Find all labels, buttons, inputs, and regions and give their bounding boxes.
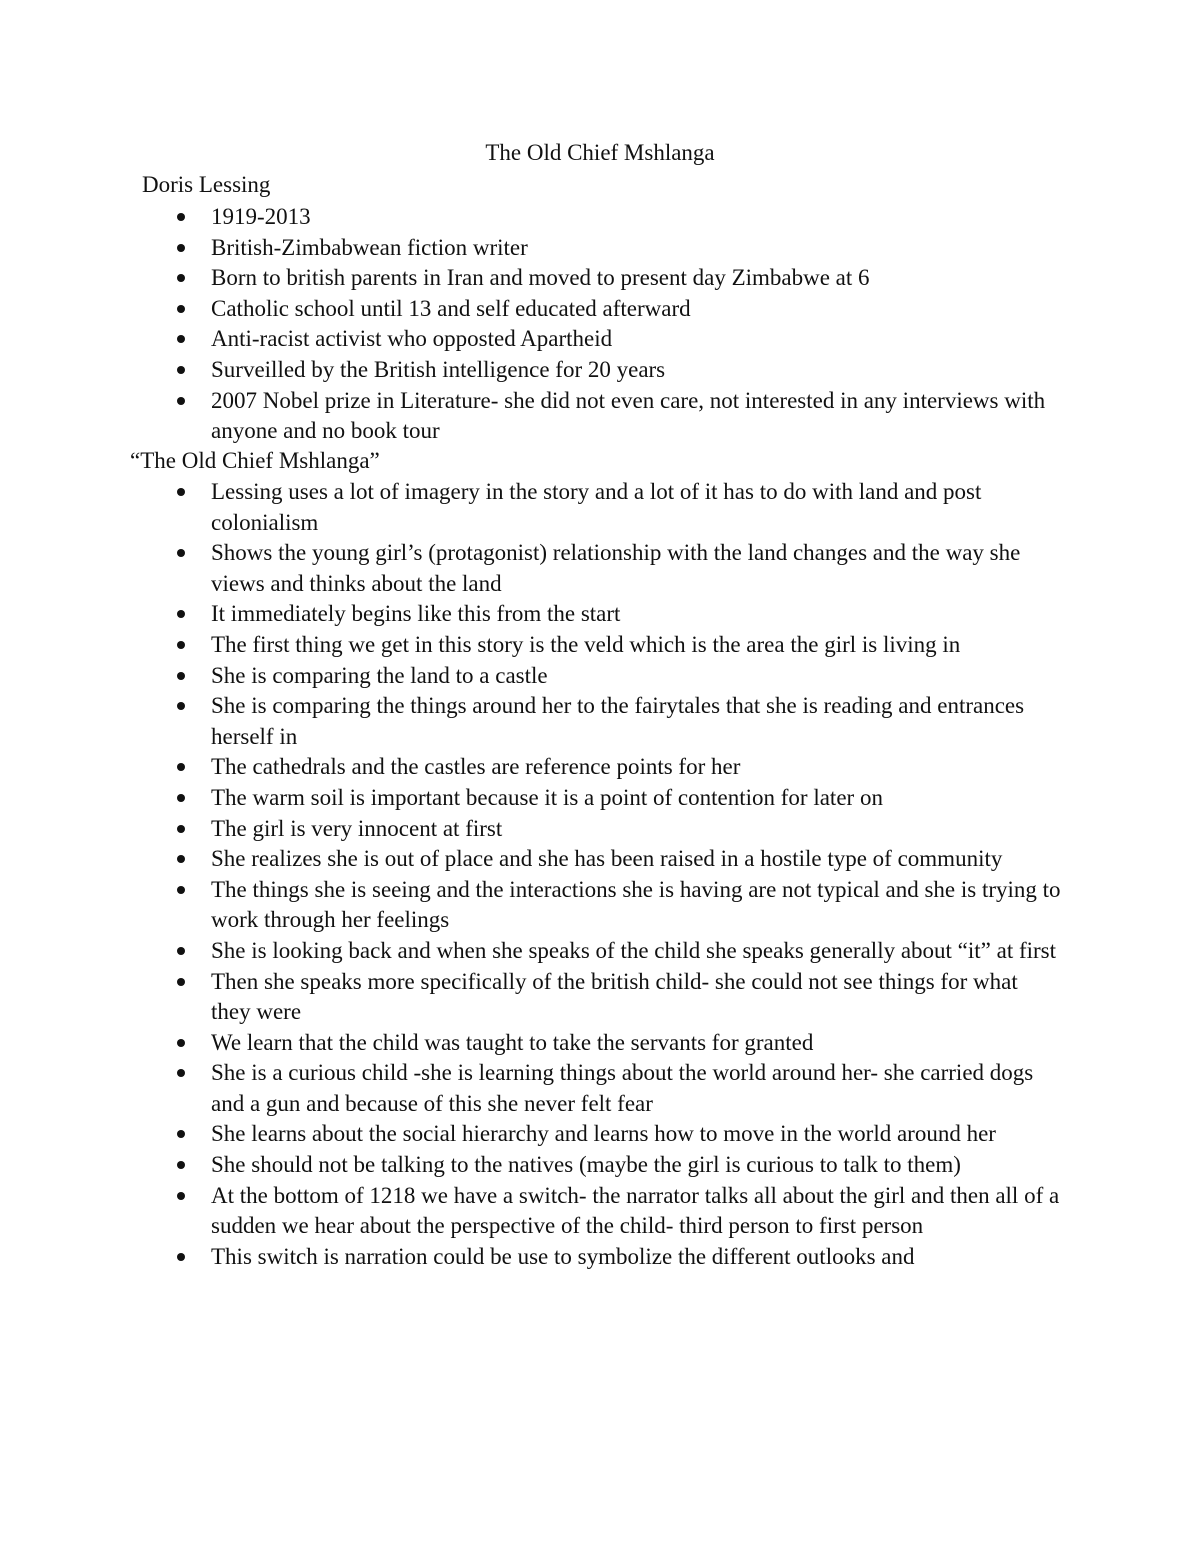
bullet-dot-icon — [177, 213, 185, 221]
bullet-dot-icon — [177, 610, 185, 618]
bullet-dot-icon — [177, 641, 185, 649]
bullet-item — [0, 1150, 1061, 1181]
bullet-item — [0, 1028, 1061, 1059]
bullet-item — [0, 599, 1061, 630]
bullet-item — [0, 1119, 1061, 1150]
bullet-text: She is comparing the things around her to the fairytales that she is reading and entrances herself in — [211, 693, 1025, 749]
bullet-item — [0, 324, 1061, 355]
bullet-dot-icon — [177, 397, 185, 405]
bullet-item — [0, 202, 1061, 233]
section-heading-author: Doris Lessing — [142, 172, 271, 197]
bullet-item — [0, 844, 1061, 875]
bullet-dot-icon — [177, 244, 185, 252]
bullet-item — [0, 386, 1061, 447]
bullet-text: She is a curious child -she is learning things about the world around her- she carried dogs and a gun and because of this she never felt fear — [211, 1060, 1034, 1116]
bullet-item — [0, 1058, 1061, 1119]
bullet-dot-icon — [177, 1253, 185, 1261]
bullet-item — [0, 538, 1061, 599]
bullet-item — [0, 233, 1061, 264]
bullet-text: At the bottom of 1218 we have a switch- the narrator talks all about the girl and then all of a sudden we hear about the perspective of the child- third person to first person — [211, 1182, 1060, 1239]
section-heading-story: “The Old Chief Mshlanga” — [130, 448, 380, 473]
story-bullet-list — [0, 477, 1061, 1272]
bullet-dot-icon — [177, 1161, 185, 1169]
bullet-item — [0, 477, 1061, 538]
bullet-item — [0, 752, 1061, 783]
bullet-dot-icon — [177, 947, 185, 955]
bullet-text: The first thing we get in this story is the veld which is the area the girl is living in — [211, 631, 961, 657]
bullet-text: She is comparing the land to a castle — [211, 662, 548, 688]
document-title: The Old Chief Mshlanga — [485, 140, 715, 165]
bullet-text: She is looking back and when she speaks of the child she speaks generally about “it” at first — [211, 937, 1057, 963]
bullet-text: This switch is narration could be use to symbolize the different outlooks and — [211, 1243, 915, 1269]
bullet-item — [0, 691, 1061, 752]
bullet-text: She should not be talking to the natives (maybe the girl is curious to talk to them) — [211, 1152, 961, 1178]
bullet-dot-icon — [177, 672, 185, 680]
bullet-item — [0, 1242, 1061, 1273]
bullet-text: Born to british parents in Iran and moved to present day Zimbabwe at 6 — [211, 265, 870, 291]
author-bullet-list — [0, 202, 1061, 447]
bullet-dot-icon — [177, 335, 185, 343]
bullet-dot-icon — [177, 274, 185, 282]
bullet-text: Shows the young girl’s (protagonist) relationship with the land changes and the way she views and thinks about the land — [211, 540, 1021, 596]
bullet-item — [0, 875, 1061, 936]
bullet-item — [0, 263, 1061, 294]
bullet-text: 2007 Nobel prize in Literature- she did not even care, not interested in any interviews with anyone and no book tour — [211, 387, 1046, 444]
bullet-item — [0, 814, 1061, 845]
bullet-dot-icon — [177, 702, 185, 710]
bullet-dot-icon — [177, 825, 185, 833]
bullet-dot-icon — [177, 549, 185, 557]
bullet-text: Catholic school until 13 and self educated afterward — [211, 295, 691, 321]
bullet-dot-icon — [177, 763, 185, 771]
bullet-text: The warm soil is important because it is a point of contention for later on — [211, 784, 883, 810]
bullet-text: Lessing uses a lot of imagery in the story and a lot of it has to do with land and post colonialism — [211, 479, 982, 535]
bullet-text: The girl is very innocent at first — [211, 815, 503, 841]
bullet-dot-icon — [177, 1192, 185, 1200]
bullet-item — [0, 630, 1061, 661]
bullet-text: British-Zimbabwean fiction writer — [211, 234, 528, 260]
bullet-dot-icon — [177, 1039, 185, 1047]
bullet-item — [0, 1181, 1061, 1242]
bullet-text: She realizes she is out of place and she has been raised in a hostile type of community — [211, 846, 1003, 872]
bullet-text: The cathedrals and the castles are reference points for her — [211, 754, 741, 780]
bullet-dot-icon — [177, 886, 185, 894]
bullet-text: 1919-2013 — [211, 204, 311, 229]
bullet-text: Then she speaks more specifically of the british child- she could not see things for what they were — [211, 968, 1018, 1025]
bullet-text: The things she is seeing and the interactions she is having are not typical and she is trying to work through her feelings — [211, 876, 1061, 933]
bullet-dot-icon — [177, 305, 185, 313]
bullet-dot-icon — [177, 1130, 185, 1138]
bullet-item — [0, 967, 1061, 1028]
bullet-item — [0, 783, 1061, 814]
bullet-item — [0, 661, 1061, 692]
bullet-text: Anti-racist activist who opposted Apartheid — [211, 326, 613, 352]
bullet-item — [0, 355, 1061, 386]
bullet-dot-icon — [177, 855, 185, 863]
bullet-text: Surveilled by the British intelligence for 20 years — [211, 356, 666, 382]
bullet-text: She learns about the social hierarchy and learns how to move in the world around her — [211, 1121, 996, 1147]
bullet-dot-icon — [177, 366, 185, 374]
bullet-dot-icon — [177, 794, 185, 802]
bullet-text: We learn that the child was taught to take the servants for granted — [211, 1029, 814, 1055]
bullet-item — [0, 294, 1061, 325]
bullet-item — [0, 936, 1061, 967]
bullet-dot-icon — [177, 978, 185, 986]
bullet-dot-icon — [177, 488, 185, 496]
bullet-text: It immediately begins like this from the start — [211, 601, 621, 627]
bullet-dot-icon — [177, 1069, 185, 1077]
